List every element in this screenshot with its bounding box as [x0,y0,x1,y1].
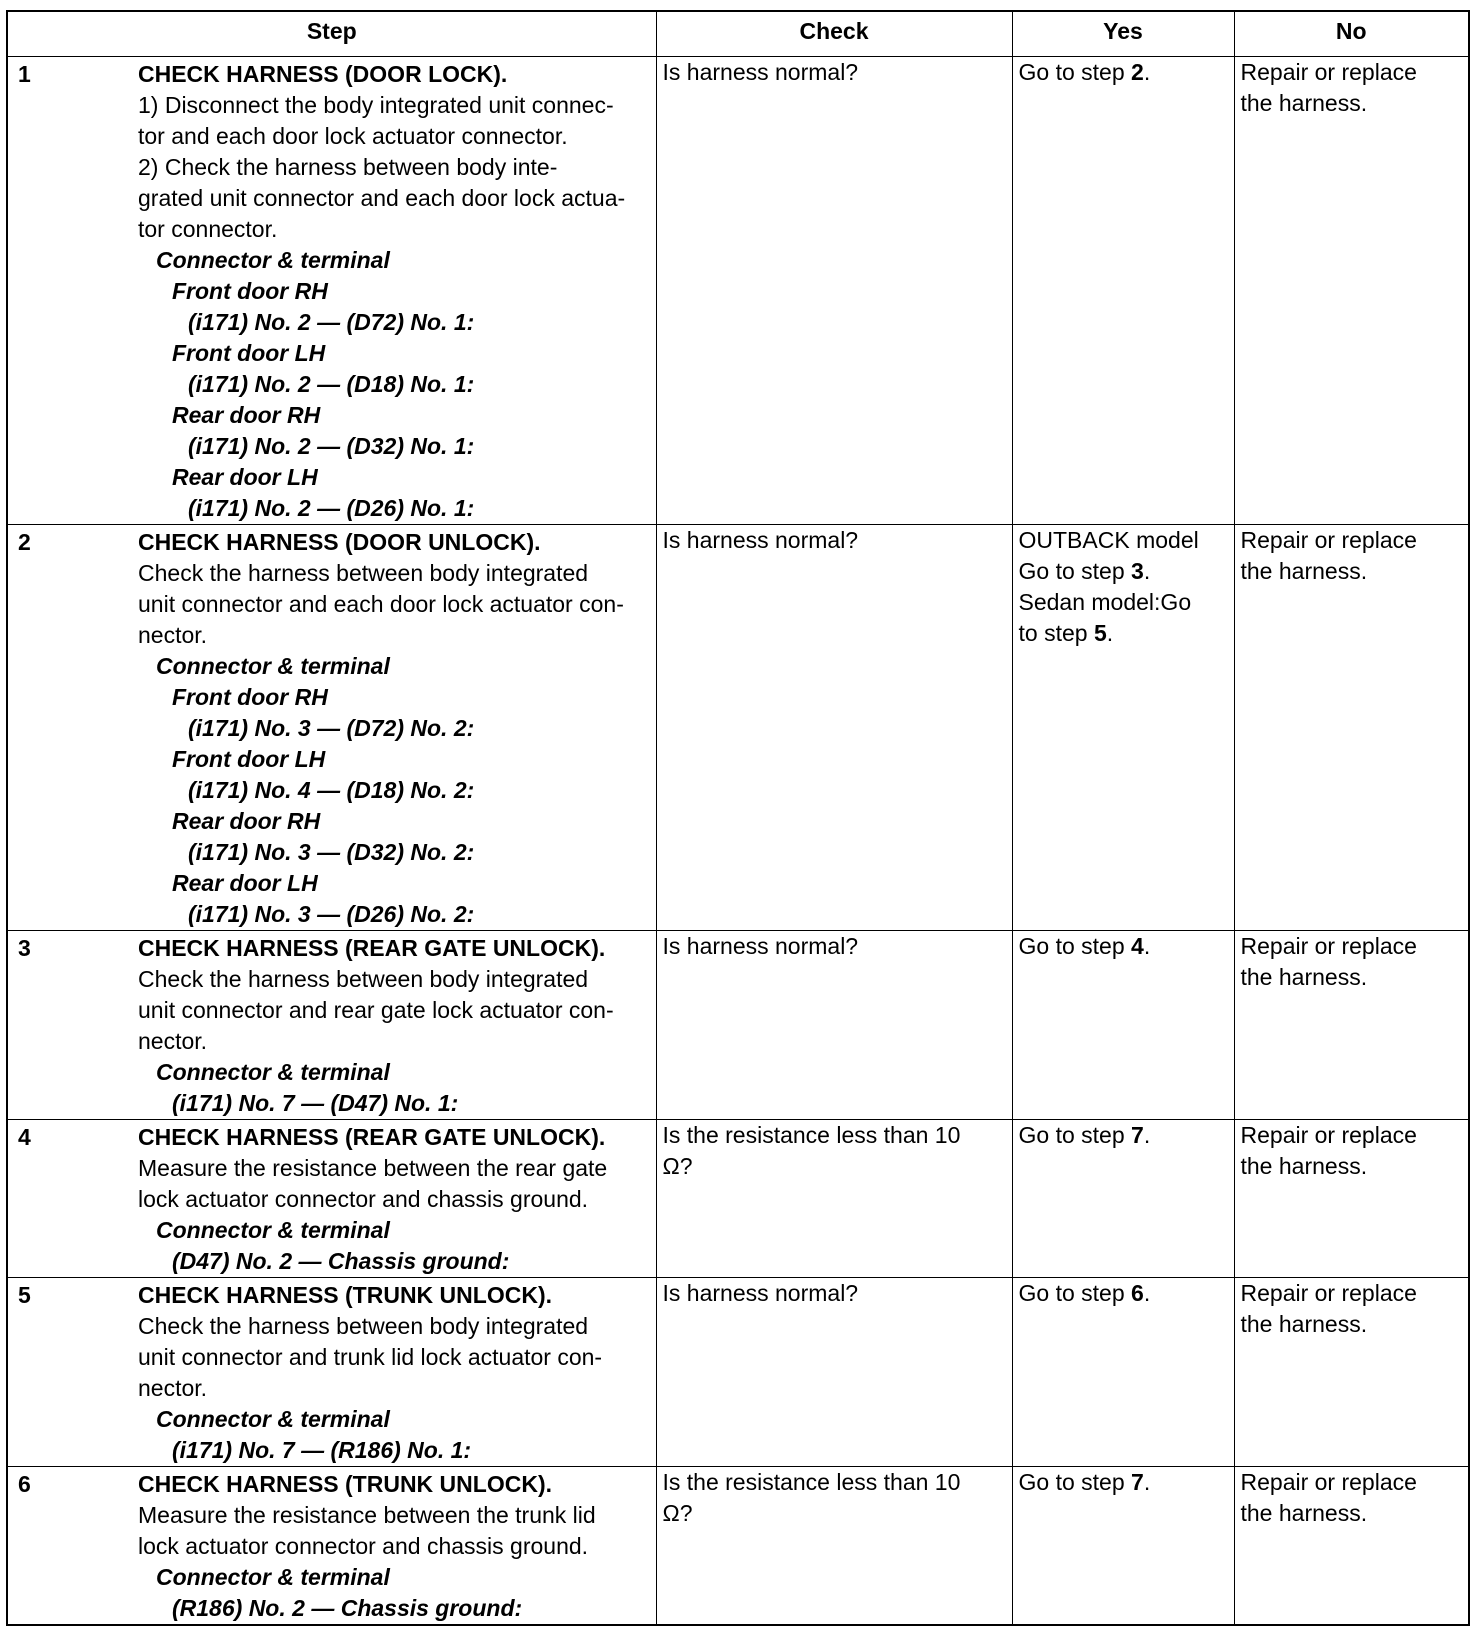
step-number: 1 [18,61,31,87]
yes-text: Go to step [1018,558,1132,584]
table-row [8,1467,1468,1625]
yes-text: Go to step [1018,933,1132,959]
terminal-spec: (R186) No. 2 — Chassis ground: [172,1595,523,1621]
connector-terminal-heading: Connector & terminal [156,1059,390,1085]
connector-terminal-heading: Connector & terminal [156,247,390,273]
terminal-spec: (i171) No. 2 — (D26) No. 1: [188,495,475,521]
step-text-line: Check the harness between body integrated [138,560,589,586]
yes-text-line: Sedan model:Go [1018,589,1192,615]
connector-terminal-heading: Connector & terminal [156,1564,390,1590]
yes-text-end: . [1143,558,1151,584]
terminal-spec: (i171) No. 3 — (D32) No. 2: [188,839,475,865]
header-no: No [1234,12,1468,57]
door-label: Rear door LH [172,870,318,896]
terminal-spec: (i171) No. 2 — (D18) No. 1: [188,371,475,397]
door-label: Front door RH [172,684,328,710]
yes-text-line [1019,556,1228,587]
step-title: CHECK HARNESS (TRUNK UNLOCK). [138,1282,552,1308]
step-text-line: tor and each door lock actuator connector. [138,123,568,149]
step-title: CHECK HARNESS (REAR GATE UNLOCK). [138,935,606,961]
yes-cell [1012,57,1234,525]
step-body [138,1122,650,1277]
step-cell [8,1120,656,1278]
terminal-spec: (i171) No. 7 — (D47) No. 1: [172,1090,459,1116]
yes-text-end: . [1143,1469,1151,1495]
check-cell: Is harness normal? [656,1278,1012,1467]
no-cell [1234,57,1468,525]
step-text-line: 1) Disconnect the body integrated unit connec- [138,92,614,118]
step-text-line: unit connector and trunk lid lock actuator con- [138,1344,603,1370]
connector-terminal-heading: Connector & terminal [156,653,390,679]
step-number: 2 [18,529,31,555]
no-text-line: the harness. [1240,1500,1368,1526]
yes-text: Go to step [1018,1280,1132,1306]
step-text-line: grated unit connector and each door lock actua- [138,185,626,211]
terminal-spec: (i171) No. 4 — (D18) No. 2: [188,777,475,803]
step-number: 4 [18,1124,31,1150]
step-title: CHECK HARNESS (DOOR LOCK). [138,61,508,87]
step-text-line: nector. [138,1375,208,1401]
step-text-line: Check the harness between body integrated [138,1313,589,1339]
check-cell [656,1120,1012,1278]
step-text-line: nector. [138,1028,208,1054]
check-text-line: Ω? [662,1153,693,1179]
diagnostic-table-frame [6,10,1470,1626]
step-cell [8,525,656,931]
door-label: Rear door RH [172,808,321,834]
yes-step-number: 5 [1093,620,1107,646]
yes-text: Go to step [1018,1469,1132,1495]
no-cell [1234,1120,1468,1278]
diagnostic-table [8,12,1468,1624]
step-body [138,1280,650,1466]
door-label: Front door LH [172,746,326,772]
no-text-line: the harness. [1240,1311,1368,1337]
no-text-line: the harness. [1240,90,1368,116]
check-text-line: Ω? [662,1500,693,1526]
step-number: 3 [18,935,31,961]
header-yes: Yes [1012,12,1234,57]
step-cell [8,1467,656,1625]
yes-text: Go to step [1018,1122,1132,1148]
yes-text: Go to step [1018,59,1132,85]
door-label: Rear door LH [172,464,318,490]
check-cell: Is harness normal? [656,931,1012,1120]
yes-text-line [1019,618,1228,649]
step-number: 5 [18,1282,31,1308]
check-cell: Is harness normal? [656,525,1012,931]
table-row [8,1120,1468,1278]
step-body [138,59,650,524]
terminal-spec: (i171) No. 2 — (D32) No. 1: [188,433,475,459]
no-cell [1234,525,1468,931]
no-text-line: Repair or replace [1240,933,1417,959]
terminal-spec: (i171) No. 2 — (D72) No. 1: [188,309,475,335]
terminal-spec: (D47) No. 2 — Chassis ground: [172,1248,510,1274]
step-text-line: unit connector and rear gate lock actuator con- [138,997,614,1023]
step-title: CHECK HARNESS (DOOR UNLOCK). [138,529,541,555]
table-row [8,525,1468,931]
step-text-line: tor connector. [138,216,278,242]
yes-step-number: 6 [1131,1280,1144,1306]
terminal-spec: (i171) No. 7 — (R186) No. 1: [172,1437,472,1463]
yes-step-number: 4 [1131,933,1144,959]
terminal-spec: (i171) No. 3 — (D26) No. 2: [188,901,475,927]
no-text-line: the harness. [1240,1153,1368,1179]
yes-cell [1012,931,1234,1120]
step-body [138,933,650,1119]
step-title: CHECK HARNESS (REAR GATE UNLOCK). [138,1124,606,1150]
step-text-line: unit connector and each door lock actuator con- [138,591,624,617]
yes-cell [1012,1278,1234,1467]
yes-cell [1012,1120,1234,1278]
step-text-line: 2) Check the harness between body inte- [138,154,558,180]
step-number: 6 [18,1471,31,1497]
step-cell [8,931,656,1120]
step-title: CHECK HARNESS (TRUNK UNLOCK). [138,1471,552,1497]
step-text-line: Check the harness between body integrated [138,966,589,992]
step-text-line: lock actuator connector and chassis ground. [138,1533,589,1559]
no-cell [1234,1467,1468,1625]
table-row [8,1278,1468,1467]
no-text-line: the harness. [1240,964,1368,990]
yes-cell [1012,1467,1234,1625]
yes-step-number: 7 [1131,1469,1144,1495]
door-label: Rear door RH [172,402,321,428]
yes-text-end: . [1143,1280,1151,1306]
step-body [138,527,650,930]
step-text-line: lock actuator connector and chassis ground. [138,1186,589,1212]
yes-step-number: 3 [1131,558,1144,584]
table-row [8,931,1468,1120]
no-cell [1234,931,1468,1120]
header-step: Step [8,12,656,57]
step-body [138,1469,650,1624]
yes-text-end: . [1143,59,1151,85]
step-text-line: Measure the resistance between the rear gate [138,1155,608,1181]
yes-cell [1012,525,1234,931]
header-check: Check [656,12,1012,57]
no-text-line: Repair or replace [1240,1122,1417,1148]
yes-text-end: . [1143,1122,1151,1148]
yes-step-number: 2 [1131,59,1144,85]
connector-terminal-heading: Connector & terminal [156,1406,390,1432]
yes-step-number: 7 [1131,1122,1144,1148]
check-cell [656,1467,1012,1625]
yes-text-end: . [1143,933,1151,959]
door-label: Front door LH [172,340,326,366]
no-text-line: Repair or replace [1240,1469,1417,1495]
terminal-spec: (i171) No. 3 — (D72) No. 2: [188,715,475,741]
yes-text-end: . [1106,620,1114,646]
header-row [8,12,1468,57]
yes-text-line: OUTBACK model [1018,527,1199,553]
check-cell: Is harness normal? [656,57,1012,525]
no-text-line: Repair or replace [1240,1280,1417,1306]
connector-terminal-heading: Connector & terminal [156,1217,390,1243]
step-text-line: Measure the resistance between the trunk lid [138,1502,596,1528]
step-cell [8,1278,656,1467]
check-text-line: Is the resistance less than 10 [662,1469,961,1495]
no-text-line: the harness. [1240,558,1368,584]
step-text-line: nector. [138,622,208,648]
door-label: Front door RH [172,278,328,304]
check-text-line: Is the resistance less than 10 [662,1122,961,1148]
step-cell [8,57,656,525]
no-text-line: Repair or replace [1240,59,1417,85]
yes-text: to step [1018,620,1094,646]
table-row [8,57,1468,525]
no-cell [1234,1278,1468,1467]
no-text-line: Repair or replace [1240,527,1417,553]
